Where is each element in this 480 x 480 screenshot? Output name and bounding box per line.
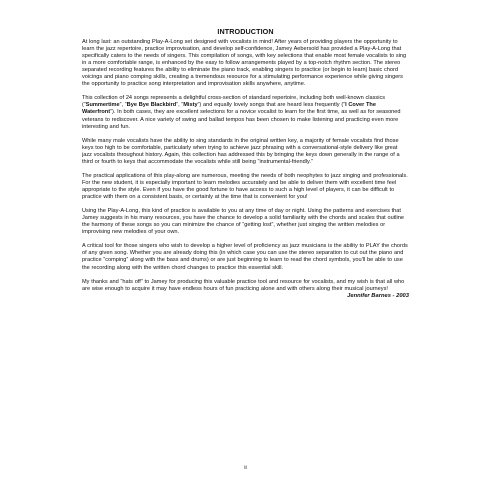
paragraph-text: Using the Play-A-Long, this kind of practice is available to you at any time of day or night. Using the patterns and exercises that Jamey suggests in his many resources, you have the chance to develop a solid familiarity with the chords and scales that outline the harmony of these songs so you can minimize the chance of “getting lost”, whether just singing the written melodies or improvising new melodies of your own. <box>82 208 404 236</box>
paragraph-text: ”, “ <box>119 102 127 109</box>
paragraph-text: This collection of 24 songs represents a delightful cross-section of standard repertoire, including both well-known classics (“ <box>82 95 386 109</box>
paragraph-7 <box>82 279 409 293</box>
page-title: INTRODUCTION <box>217 27 274 36</box>
paragraph-text: The practical applications of this play-along are numerous, meeting the needs of both neophytes to jazz singing and professionals. For the new student, it is especially important to learn melodies accurately and be able to deliver them with excellent time feel appropriate to the style. Even if you have the good fortune to have access to such a high level of players, it can be difficult to practice with them on a consistent basis, or certainly at the time that is convenient for you! <box>82 172 408 201</box>
song-title: Misty <box>183 102 198 109</box>
paragraph-4 <box>82 173 409 201</box>
author-signature: Jennifer Barnes - 2003 <box>347 292 409 299</box>
paragraph-text: ”). In both cases, they are excellent selections for a novice vocalist to learn for the first time, as well as for seasoned veterans to rediscover. A nice variety of swing and ballad tempos has been chosen to make listening and practicing even more interesting and fun. <box>82 109 401 130</box>
paragraph-text: ”) and equally lovely songs that are heard less frequently (“ <box>197 102 346 109</box>
paragraph-6 <box>82 243 409 271</box>
paragraph-1 <box>82 39 409 88</box>
paragraph-text: At long last: an outstanding Play-A-Long set designed with vocalists in mind! After years of providing players the opportunity to learn the jazz repertoire, practice improvisation, and develop self-confidence, Jamey Aebersold has provided a Play-A-Long that specifically caters to the needs of singers. This compilation of songs, with key selections that enable most female vocalists to sing in a more comfortable range, is enhanced by the easy to follow arrangements played by a top-notch rhythm section. The stereo separated recording features the ability to eliminate the piano track, enabling singers to practice (or begin to learn) basic chord voicings and piano comping skills, creating a tremendous resource for a stimulating performance experience while giving singers the opportunity to practice song interpretation and improvisation skills anywhere, anytime. <box>82 39 407 88</box>
page-number: ii <box>244 465 247 471</box>
document-page <box>82 27 409 472</box>
paragraph-text: ”, “ <box>176 102 184 109</box>
paragraph-text: While many male vocalists have the ability to sing standards in the original written key, a majority of female vocalists find those keys too high to be comfortable, particularly when trying to achieve jazz phrasing with a conversational-style delivery like great jazz vocalists throughout history. Again, this collection has addressed this by bringing the keys down generally in the range of a third or fourth to keys that accommodate the vocalists while still being “instrumental-friendly.” <box>82 137 400 165</box>
body-text <box>82 39 409 293</box>
paragraph-3 <box>82 138 409 166</box>
paragraph-text: My thanks and “hats off” to Jamey for producing this valuable practice tool and resource for vocalists, and my wish is that all who are wise enough to acquire it may have endless hours of fun practicing alone and with others along their musical journeys! <box>82 278 405 292</box>
paragraph-text: A critical tool for those singers who wish to develop a higher level of proficiency as jazz musicians is the ability to PLAY the chords of any given song. Whether you are already doing this (in which case you can use the stereo separation to cut out the piano and practice “comping” along with the bass and drums) or are just beginning to learn to read the chord symbols, you’ll be able to use the recording along with the written chord changes to practice this essential skill. <box>82 243 408 271</box>
song-title: Bye Bye Blackbird <box>126 102 177 109</box>
paragraph-2 <box>82 95 409 130</box>
song-title: Summertime <box>85 102 120 109</box>
song-title: I Cover The Waterfront <box>82 102 376 116</box>
paragraph-5 <box>82 208 409 236</box>
